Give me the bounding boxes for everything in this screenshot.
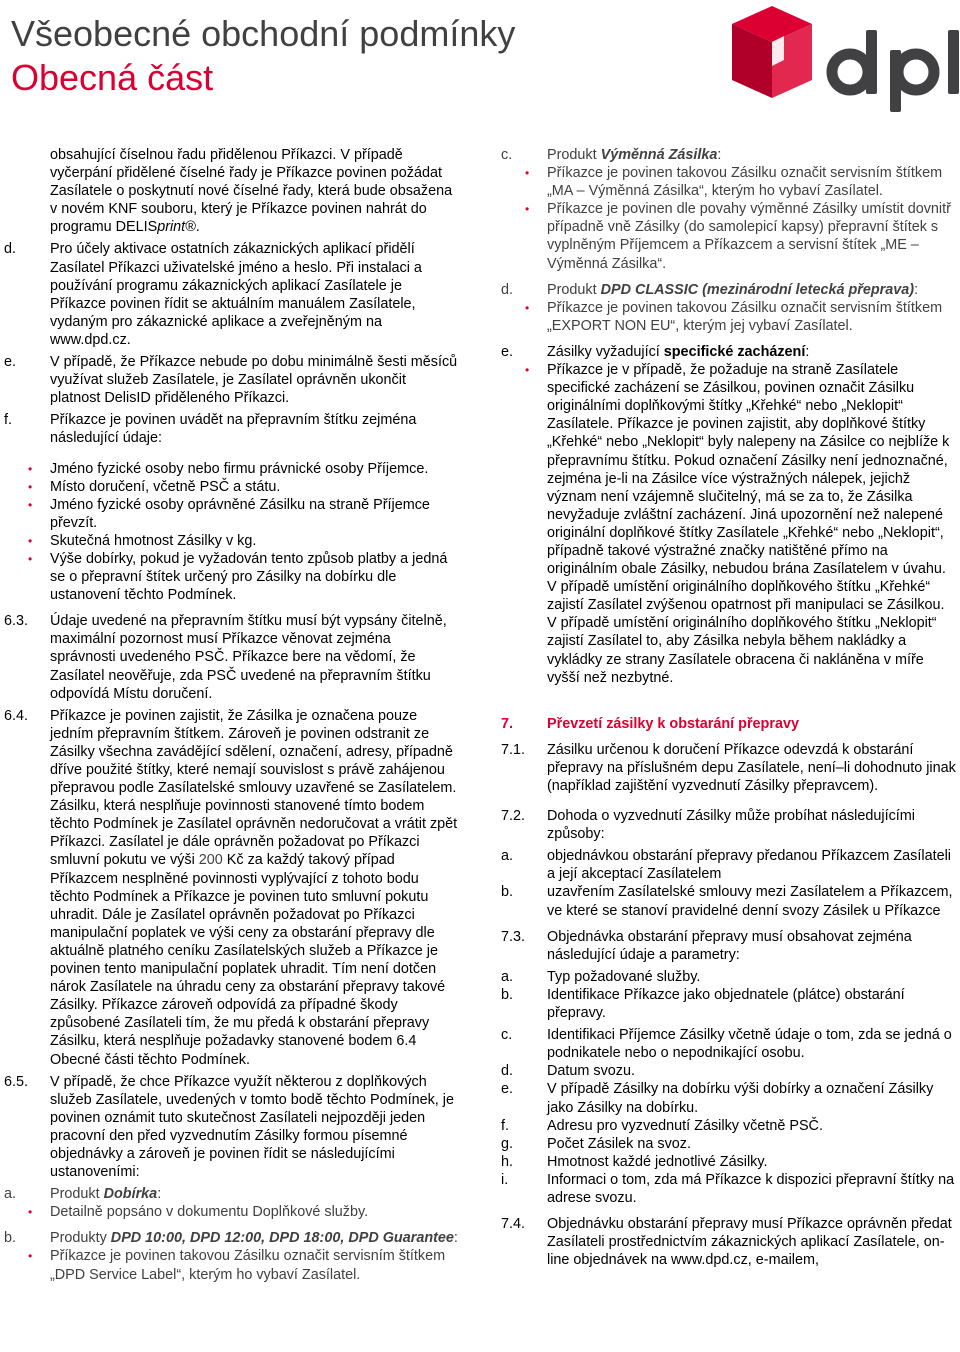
list-item: a. Typ požadované služby.: [501, 968, 701, 985]
list-item: • Skutečná hmotnost Zásilky v kg.: [4, 532, 460, 550]
list-item: b. Identifikace Příkazce jako objednatele (plátce) obstarání přepravy.: [501, 986, 905, 1022]
list-item: a. objednávkou obstarání přepravy předanou Příkazcem Zasílateli a její akceptací Zasílatelem: [501, 848, 951, 883]
list-item: i. Informaci o tom, zda má Příkazce k dispozici přepravní štítky na adrese svozu.: [501, 1171, 955, 1206]
section-6-4: 6.4. Příkazce je povinen zajistit, že Zásilka je označena pouze jedním přepravním štítkem. Zároveň je povinen odstranit ze Zásilky všechna zavádějící sdělení, označení, adresy, případně dříve použité štítky, které nemají souvislost s právě zahájenou přepravou podle Zasílatelské smlouvy uzavřené se Zasílatelem. Zásilku, která nesplňuje povinnosti stanovené tímto bodem těchto Podmínek je Zasílatel oprávněn nedoručovat a vrátit zpět Příkazci. Zasílatel je dále oprávněn požadovat po Příkazci smluvní pokutu ve výši 200 Kč za každý takový případ Příkazcem nesplněné povinnosti vyplývající z tohoto bodu těchto Podmínek a Příkazce je povinen tuto smluvní pokutu uhradit. Dále je Zasílatel oprávněn požadovat po Příkazci manipulační poplatek ve výši ceny za obstarání přepravy dle aktuálně platného ceníku Zasílatelských služeb a Příkazce je povinen tento manipulační poplatek uhradit. Tím není dotčen nárok Zasílatele na úhradu ceny za obstarání přepravy takové Zásilky. Příkazce zároveň odpovídá za případné škody způsobené Zasílateli tím, že mu předá k obstarání přepravy Zásilku, která nesplňuje požadavky stanovené bodem 6.4 Obecné části těchto Podmínek.: [4, 707, 458, 1068]
list-item: h. Hmotnost každé jednotlivé Zásilky.: [501, 1153, 768, 1170]
list-item: • Detailně popsáno v dokumentu Doplňkové služby.: [4, 1203, 460, 1221]
dpd-logo: [726, 0, 960, 112]
section-6-3: 6.3. Údaje uvedené na přepravním štítku musí být vypsány čitelně, maximální pozornost musí Příkazce věnovat zejména správnosti uvedeného PSČ. Příkazce bere na vědomí, že Zasílatel neověřuje, zda PSČ uvedené na přepravním štítku odpovídá Místu doručení.: [4, 613, 447, 702]
list-item: • Jméno fyzické osoby oprávněné Zásilku na straně Příjemce převzít.: [4, 496, 460, 532]
dpd-wordmark: [832, 30, 959, 112]
clause-d: d. Pro účely aktivace ostatních zákaznických aplikací přidělí Zasílatel Příkazci uživatelské jméno a heslo. Při instalaci a používání programu zákaznických aplikací Zasílatele je Příkazce povinen řídit se aktuálním manuálem Zasílatele, vydaným pro zákaznické aplikace a zveřejněným na www.dpd.cz.: [4, 241, 422, 348]
section-7-1: 7.1. Zásilku určenou k doručení Příkazce odevzdá k obstarání přepravy na příslušném depu Zasílatele, není–li dohodnuto jinak (například zajištění vyzvednutí Zásilky přepravcem).: [501, 741, 956, 794]
product-dpd-classic: d. Produkt DPD CLASSIC (mezinárodní letecká přeprava):: [501, 281, 919, 298]
list-item: • Místo doručení, včetně PSČ a státu.: [4, 478, 460, 496]
list-item: • Příkazce je povinen takovou Zásilku označit servisním štítkem „EXPORT NON EU“, kterým jej vybaví Zasílatel.: [501, 299, 956, 335]
list-item: e. V případě Zásilky na dobírku výši dobírky a označení Zásilky jako Zásilky na dobírku.: [501, 1081, 934, 1116]
list-item: g. Počet Zásilek na svoz.: [501, 1135, 691, 1152]
page-subtitle: Obecná část: [11, 57, 214, 98]
section-7-heading: 7. Převzetí zásilky k obstarání přepravy: [501, 715, 799, 732]
specific-handling: e. Zásilky vyžadující specifické zacházení:: [501, 343, 810, 360]
page-title: Všeobecné obchodní podmínky: [11, 13, 516, 54]
list-item: • Příkazce je povinen takovou Zásilku označit servisním štítkem „DPD Service Label“, kterým ho vybaví Zasílatel.: [4, 1247, 460, 1283]
list-item: f. Adresu pro vyzvednutí Zásilky včetně PSČ.: [501, 1117, 823, 1134]
right-column: [501, 146, 956, 1269]
clause-f: f. Příkazce je povinen uvádět na přepravním štítku zejména následující údaje:: [4, 412, 417, 447]
list-item: • Příkazce je povinen takovou Zásilku označit servisním štítkem „MA – Výměnná Zásilka“, kterým ho vybaví Zasílatel.: [501, 164, 956, 200]
list-item: • Výše dobírky, pokud je vyžadován tento způsob platby a jedná se o přepravní štítek určený pro Zásilky na dobírku dle ustanovení těchto Podmínek.: [4, 550, 460, 604]
product-dpd-times: b. Produkty DPD 10:00, DPD 12:00, DPD 18:00, DPD Guarantee:: [4, 1230, 458, 1247]
product-dobirka: a. Produkt Dobírka:: [4, 1186, 162, 1203]
list-item: d. Datum svozu.: [501, 1063, 635, 1080]
section-7-2: 7.2. Dohoda o vyzvednutí Zásilky může probíhat následujícími způsoby:: [501, 808, 915, 843]
list-item: • Příkazce je povinen dle povahy výměnné Zásilky umístit dovnitř případně vně Zásilky (do samolepicí kapsy) přepravní štítek s vyplněným Příjemcem a Příkazcem a servisní štítek „ME – Výměnná Zásilka“.: [501, 200, 956, 272]
list-item: • Příkazce je v případě, že požaduje na straně Zasílatele specifické zacházení se Zásilkou, povinen označit Zásilku originálními doplňkovými štítky „Křehké“ nebo „Neklopit“ Zasílatele. Příkazce je povinen zajistit, aby doplňkové štítky „Křehké“ nebo „Neklopit“ byly nalepeny na Zásilce co nejblíže k přepravnímu štítku. Pokud označení Zásilky není jednoznačné, zejména je-li na Zásilce více výstražných nálepek, jejichž význam není vzájemně slučitelný, má se za to, že Zásilka nevyžaduje zvláštní zacházení. Jiná upozornění než nalepené originální doplňkové štítky Zasílatele „Křehké“ nebo „Neklopit“, případně takové výstražné značky natištěné přímo na originálním obale Zásilky, nebudou brána Zasílatelem v úvahu. V případě umístění originálního doplňkového štítku „Křehké“ zajistí Zasílatel zvýšenou opatrnost při manipulaci se Zásilkou. V případě umístění originálního doplňkového štítku „Neklopit“ zajistí Zasílatel to, aby Zásilka nebyla během nakládky a vykládky ze strany Zasílatele obracena či nakláněna v míře vyšší než nezbytné.: [501, 361, 956, 687]
dpd-cube-icon: [732, 6, 812, 98]
section-7-4: 7.4. Objednávku obstarání přepravy musí Příkazce oprávněn předat Zasílateli prostřednictvím zákaznických aplikací Zasílatele, on-line objednávek na www.dpd.cz, e-mailem,: [501, 1216, 952, 1269]
clause-f-bullets: [4, 460, 460, 605]
list-item: • Jméno fyzické osoby nebo firmu právnické osoby Příjemce.: [4, 460, 460, 478]
list-item: b. uzavřením Zasílatelské smlouvy mezi Zasílatelem a Příkazcem, ve které se stanoví pravidelné denní svozy Zásilek u Příkazce: [501, 884, 953, 919]
product-vymenna-zasilka: c. Produkt Výměnná Zásilka:: [501, 147, 722, 163]
clause-e: e. V případě, že Příkazce nebude po dobu minimálně šesti měsíců využívat služeb Zasílatele, je Zasílatel oprávněn ukončit platnost DelisID přiděleného Příkazci.: [4, 354, 458, 407]
section-6-5: 6.5. V případě, že chce Příkazce využít některou z doplňkových služeb Zasílatele, uvedených v tomto bodě těchto Podmínek, je povinen oznámit tuto skutečnost Zasílateli nejpozději jeden pracovní den před vyzvednutím Zásilky formou písemné objednávky a zároveň je povinen řídit se následujícími ustanoveními:: [4, 1073, 454, 1181]
left-column: [4, 146, 460, 1284]
list-item: c. Identifikaci Příjemce Zásilky včetně údaje o tom, zda se jedná o podnikatele nebo o nepodnikající osobu.: [501, 1027, 952, 1062]
clause-c-continuation: obsahující číselnou řadu přidělenou Příkazci. V případě vyčerpání přidělené číselné řady je Příkazce povinen požádat Zasílatele o poskytnutí nové číselné řady, která bude obsažena v novém KNF souboru, který je Příkazce povinen nahrát do programu DELISprint®.: [50, 147, 453, 236]
section-7-3: 7.3. Objednávka obstarání přepravy musí obsahovat zejména následující údaje a parametry:: [501, 928, 912, 963]
